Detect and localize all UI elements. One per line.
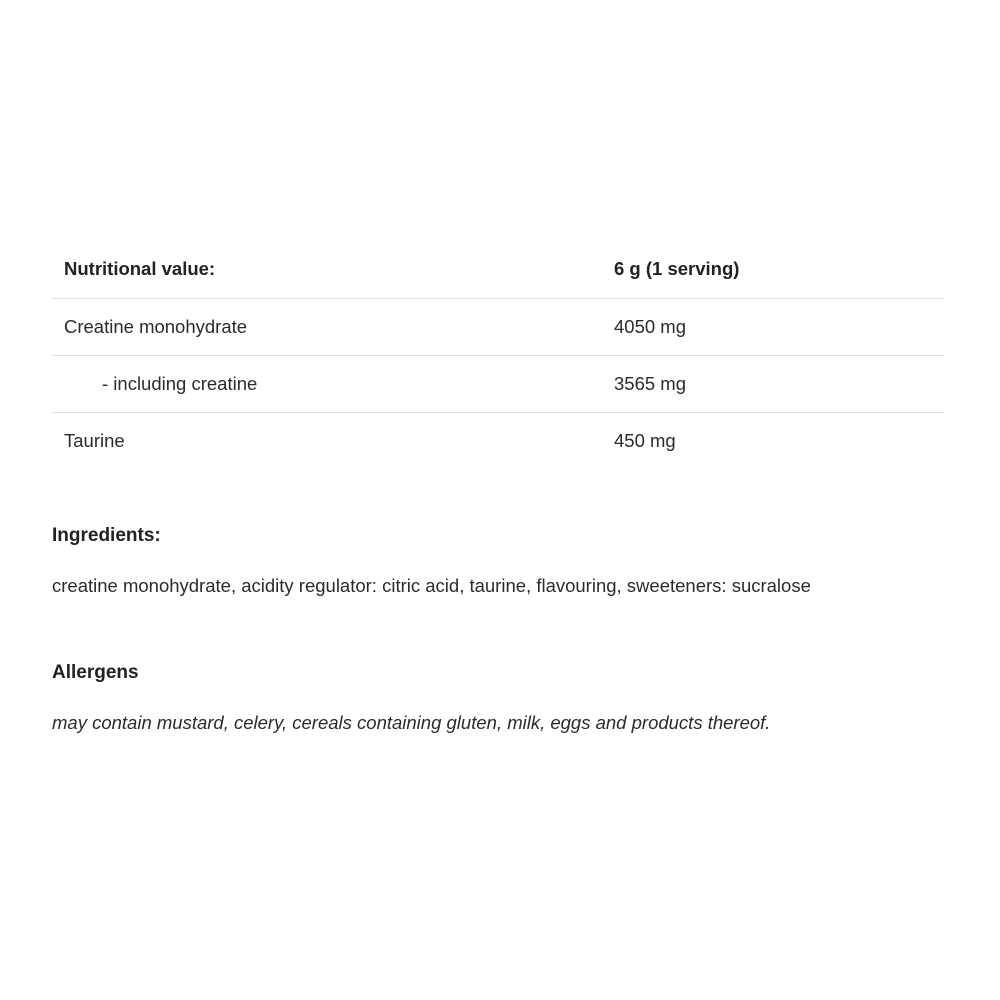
table-row (52, 355, 944, 412)
nutrition-header-serving: 6 g (1 serving) (614, 257, 740, 279)
nutrient-value: 450 mg (614, 412, 944, 469)
nutrition-table (52, 250, 944, 469)
nutrient-name: - including creatine (52, 355, 614, 412)
table-row (52, 298, 944, 355)
ingredients-heading: Ingredients: (52, 525, 161, 546)
nutrient-value: 4050 mg (614, 298, 944, 355)
allergens-text: may contain mustard, celery, cereals containing gluten, milk, eggs and products thereof. (52, 712, 771, 733)
nutrient-name: Taurine (52, 412, 614, 469)
nutrient-value: 3565 mg (614, 355, 944, 412)
table-header-row (52, 250, 944, 298)
ingredients-text: creatine monohydrate, acidity regulator: citric acid, taurine, flavouring, sweeteners: sucralose (52, 575, 811, 596)
nutrient-name: Creatine monohydrate (52, 298, 614, 355)
table-row (52, 412, 944, 469)
allergens-heading: Allergens (52, 662, 139, 683)
nutrition-header-label: Nutritional value: (64, 257, 216, 279)
